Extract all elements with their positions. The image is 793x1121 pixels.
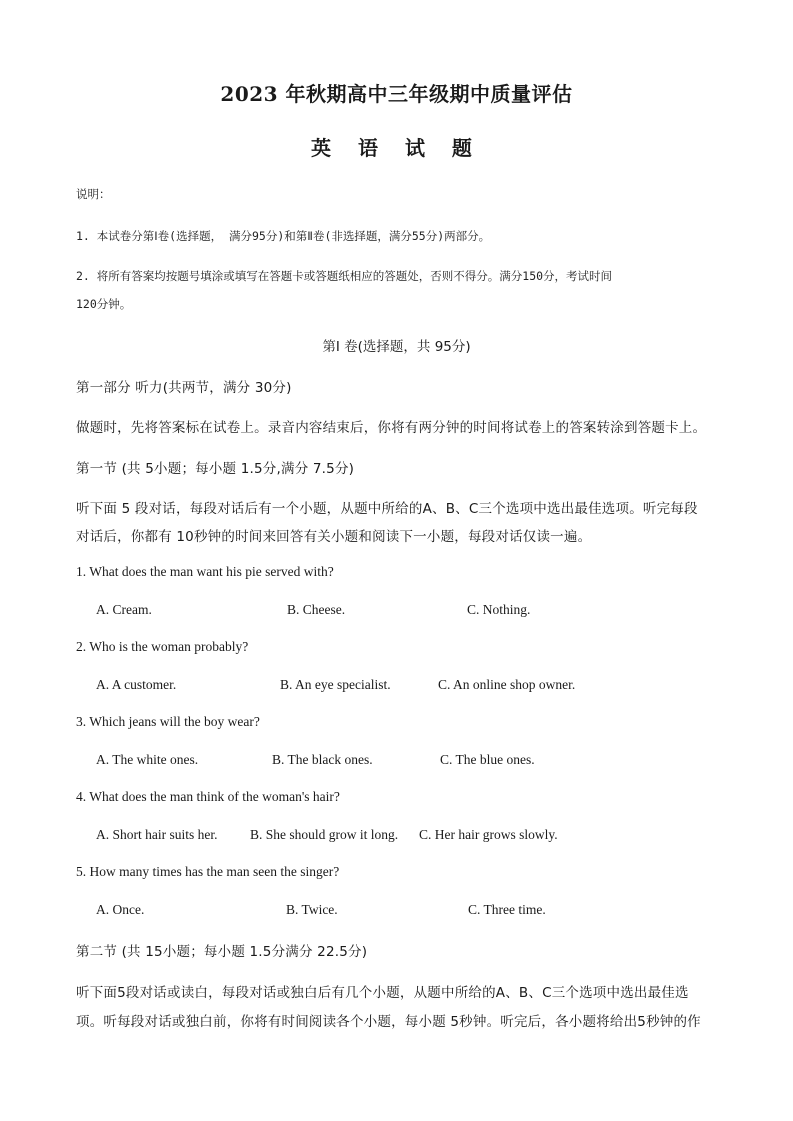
q4-option-b: B. She should grow it long. — [250, 827, 399, 842]
q1-option-a: A. Cream. — [96, 602, 152, 617]
q3-option-a: A. The white ones. — [96, 752, 199, 767]
note-item-1: 1. 本试卷分第Ⅰ卷(选择题， 满分95分)和第Ⅱ卷(非选择题，满分55分)两部分。 — [76, 229, 491, 243]
q1-option-c: C. Nothing. — [467, 602, 531, 617]
question-2: 2. Who is the woman probably? — [76, 639, 249, 654]
note-item-2-line2: 120分钟。 — [76, 297, 132, 311]
question-5: 5. How many times has the man seen the singer? — [76, 864, 340, 879]
section2-heading: 第二节 (共 15小题；每小题 1.5分满分 22.5分) — [76, 944, 368, 960]
section1-intro-line1: 听下面 5 段对话，每段对话后有一个小题，从题中所给的A、B、C三个选项中选出最佳选项。听完每段 — [76, 501, 698, 517]
question-1: 1. What does the man want his pie served with? — [76, 564, 334, 579]
question-4: 4. What does the man think of the woman's hair? — [76, 789, 340, 804]
q2-option-b: B. An eye specialist. — [280, 677, 391, 692]
q4-option-c: C. Her hair grows slowly. — [419, 827, 558, 842]
q2-option-a: A. A customer. — [96, 677, 177, 692]
q5-option-a: A. Once. — [96, 902, 145, 917]
q3-option-c: C. The blue ones. — [440, 752, 535, 767]
section2-intro-line2: 项。听每段对话或独白前，你将有时间阅读各个小题，每小题 5秒钟。听完后，各小题将给出5秒钟的作 — [76, 1014, 701, 1030]
q5-option-b: B. Twice. — [286, 902, 338, 917]
question-3: 3. Which jeans will the boy wear? — [76, 714, 260, 729]
listening-instruction: 做题时，先将答案标在试卷上。录音内容结束后，你将有两分钟的时间将试卷上的答案转涂到答题卡上。 — [76, 420, 707, 436]
volume-heading: 第Ⅰ 卷(选择题，共 95分) — [322, 339, 471, 355]
section2-intro-line1: 听下面5段对话或读白，每段对话或独白后有几个小题，从题中所给的A、B、C三个选项中选出最佳选 — [76, 985, 689, 1001]
exam-subject: 英 语 试 题 — [311, 136, 482, 160]
part1-heading: 第一部分 听力(共两节，满分 30分) — [76, 380, 292, 396]
q3-option-b: B. The black ones. — [272, 752, 373, 767]
q2-option-c: C. An online shop owner. — [438, 677, 576, 692]
exam-title: 2023 年秋期高中三年级期中质量评估 — [220, 82, 573, 106]
note-item-2-line1: 2. 将所有答案均按题号填涂或填写在答题卡或答题纸相应的答题处，否则不得分。满分150分，考试时间 — [76, 269, 613, 283]
q5-option-c: C. Three time. — [468, 902, 546, 917]
q4-option-a: A. Short hair suits her. — [96, 827, 218, 842]
notes-label: 说明： — [76, 187, 111, 201]
q1-option-b: B. Cheese. — [287, 602, 346, 617]
section1-intro-line2: 对话后，你都有 10秒钟的时间来回答有关小题和阅读下一小题，每段对话仅读一遍。 — [76, 529, 592, 545]
section1-heading: 第一节 (共 5小题；每小题 1.5分,满分 7.5分) — [76, 461, 355, 477]
